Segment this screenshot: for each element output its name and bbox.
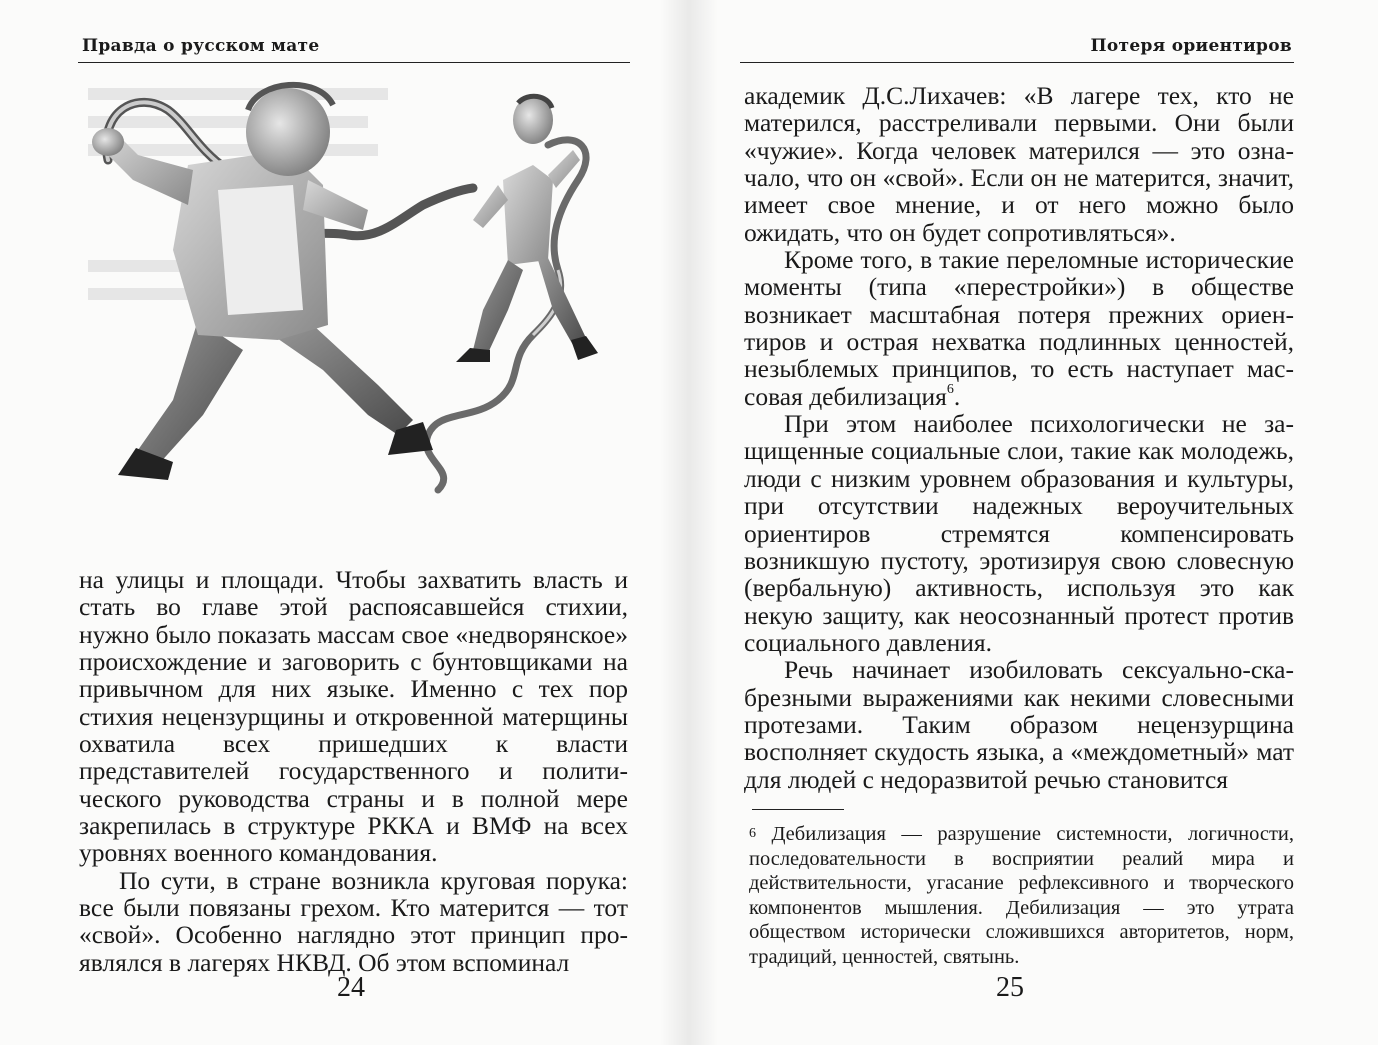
paragraph: По сути, в стране возникла круговая порука: все были повязаны грехом. Кто матерится — тот «свой». Особенно наглядно этот принцип проявлялся в лагерях НКВД. Об этом вспоминал bbox=[79, 865, 628, 977]
body-text-right bbox=[744, 82, 1294, 793]
header-rule-left bbox=[78, 62, 630, 63]
footnote-text: Дебилизация — разрушение системности, логичности, последовательности в восприятии реалий мира и действительности, угасание рефлексивного и творческого компонентов мышления. Дебилизация — это утрата обществом исторически сложившихся авторитетов, норм, традиций, ценностей, святынь. bbox=[749, 823, 1294, 968]
paragraph: Кроме того, в такие переломные исторические моменты (типа «перестройки») в обществе возникает масштабная потеря прежних ориентиров и острая нехватка подлинных ценностей, незыблемых принципов, то есть наступает массовая дебилизация$^6$. bbox=[744, 245, 1294, 411]
page-number-left: 24 bbox=[337, 972, 365, 1003]
footnote bbox=[749, 822, 1294, 970]
footnote-rule bbox=[752, 809, 844, 810]
paragraph: Речь начинает изобиловать сексуально-скабрезными выражениями как некими словесными протезами. Таким образом нецензурщина восполняет скудость языка, а «междометный» мат для людей с недоразвитой речью становится bbox=[744, 655, 1294, 794]
page-number-right: 25 bbox=[996, 972, 1024, 1003]
paragraph-text: Кроме того, в такие переломные исторические моменты (типа «перестройки») в обществе возникает масштабная потеря прежних ориентиров и острая нехватка подлинных ценностей, незыблемых принципов, то есть наступает массовая дебилизация bbox=[744, 245, 1294, 411]
illustration-whip-fight bbox=[78, 70, 630, 560]
footnote-mark: 6 bbox=[749, 826, 756, 841]
paragraph: При этом наиболее психологически не защищенные социальные слои, такие как молодежь, люди с низким уровнем образования и культуры, при отсутствии надежных вероучительных ориентиров стремятся компенсировать возникшую пустоту, эротизируя свою словесную (вербальную) активность, используя это как некую защиту, как неосознанный протест против социального давления. bbox=[744, 409, 1294, 657]
paragraph: на улицы и площади. Чтобы захватить власть и стать во главе этой распоясавшейся стихии, нужно было показать массам свое «недворянское» происхождение и заговорить с бунтовщиками на привычном для них языке. Именно с тех пор стихия нецензурщины и откровенной матерщины охватила всех пришедших к власти представителей государственного и политического руководства страны и в полной мере закрепилась в структуре РККА и ВМФ на всех уровнях военного командования. bbox=[79, 565, 628, 868]
running-head-right: Потеря ориентиров bbox=[1090, 36, 1292, 56]
running-head-left: Правда о русском мате bbox=[82, 36, 320, 56]
paragraph: академик Д.С.Лихачев: «В лагере тех, кто не матерился, расстреливали первыми. Они были «чужие». Когда человек матерился — это означало, что он «свой». Если он не матерится, значит, имеет свое мнение, и от него можно было ожидать, что он будет сопротивляться». bbox=[744, 81, 1294, 247]
footnote-reference: 6 bbox=[946, 381, 954, 397]
body-text-left bbox=[79, 566, 628, 976]
right-page bbox=[689, 0, 1378, 1045]
header-rule-right bbox=[740, 62, 1294, 63]
